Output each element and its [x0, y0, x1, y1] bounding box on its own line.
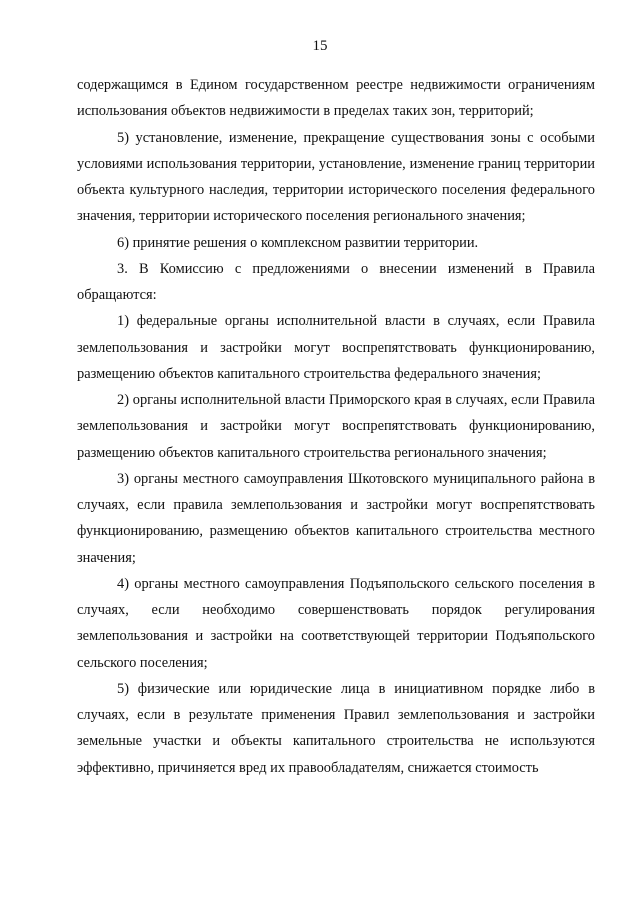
paragraph-applicant-4-rural-settlement: 4) органы местного самоуправления Подъяпольского сельского поселения в случаях, если необходимо совершенствовать порядок регулирования землепользования и застройки на соответствующей территории Подъяпольского сельского поселения;	[77, 575, 595, 671]
paragraph-item-6-integrated-development: 6) принятие решения о комплексном развитии территории.	[117, 234, 479, 251]
paragraph-applicant-2-regional: 2) органы исполнительной власти Приморского края в случаях, если Правила землепользования и застройки могут воспрепятствовать функционированию, размещению объектов капитального строительства регионального значения;	[77, 392, 595, 461]
paragraph-applicant-3-municipal-district: 3) органы местного самоуправления Шкотовского муниципального района в случаях, если правила землепользования и застройки могут воспрепятствовать функционированию, размещению объектов капитального строительства местного значения;	[77, 470, 595, 566]
paragraph-applicant-1-federal: 1) федеральные органы исполнительной власти в случаях, если Правила землепользования и застройки могут воспрепятствовать функционированию, размещению объектов капитального строительства федерального значения;	[77, 313, 595, 382]
page-number: 15	[312, 38, 328, 54]
paragraph-item-5-zone-establishment: 5) установление, изменение, прекращение существования зоны с особыми условиями использования территории, установление, изменение границ территории объекта культурного наследия, территории исторического поселения федерального значения, территории исторического поселения регионального значения;	[77, 129, 595, 225]
document-body	[77, 72, 595, 781]
paragraph-applicant-5-individuals: 5) физические или юридические лица в инициативном порядке либо в случаях, если в результате применения Правил землепользования и застройки земельные участки и объекты капитального строительства не используются эффективно, причиняется вред их правообладателям, снижается стоимость	[77, 680, 595, 776]
paragraph-continuation: содержащимся в Едином государственном реестре недвижимости ограничениям использования объектов недвижимости в пределах таких зон, территорий;	[77, 77, 595, 120]
paragraph-section-3-applicants: 3. В Комиссию с предложениями о внесении изменений в Правила обращаются:	[77, 260, 595, 303]
